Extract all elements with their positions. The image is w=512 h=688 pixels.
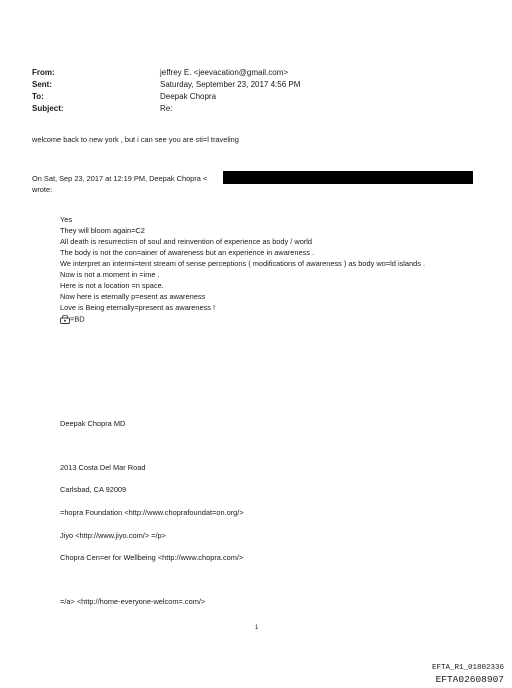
bates-stamp-2: EFTA02608907 [435, 674, 504, 685]
signature-jiyo-link: Jiyo <http://www.jiyo.com/> =/p> [60, 531, 166, 540]
quoted-line: Here is not a location =n space. [60, 281, 164, 290]
page-number: 1 [255, 625, 259, 631]
quoted-line: Yes [60, 215, 73, 224]
to-value: Deepak Chopra [160, 92, 217, 101]
emoji-icon [60, 315, 70, 324]
subject-label: Subject: [32, 104, 64, 113]
quoted-line: Now here is eternally p=esent as awareness [60, 292, 206, 301]
from-label: From: [32, 68, 55, 77]
bates-stamp-1: EFTA_R1_01802336 [431, 664, 504, 672]
sent-label: Sent: [32, 80, 52, 89]
quoted-line: Love is Being eternally=present as awareness ! [60, 303, 216, 312]
signature-center-link: Chopra Cen=er for Wellbeing <http://www.chopra.com/> [60, 553, 244, 562]
signature-home-link: =/a> <http://home-everyone-welcom=.com/> [60, 597, 206, 606]
signature-address1: 2013 Costa Del Mar Road [60, 463, 146, 472]
from-value: jeffrey E. <jeevacation@gmail.com> [160, 68, 289, 77]
subject-value: Re: [160, 104, 173, 113]
quoted-line: All death is resurrecti=n of soul and reinvention of experience as body / world [60, 237, 313, 246]
signoff-text: =BD [70, 314, 85, 324]
to-label: To: [32, 92, 44, 101]
quoted-line: They will bloom again=C2 [60, 226, 145, 235]
reply-text: welcome back to new york , but i can see you are sti=l traveling [32, 135, 239, 144]
signature-foundation-link: =hopra Foundation <http://www.choprafoundat=on.org/> [60, 508, 244, 517]
redaction-bar [223, 171, 473, 184]
quote-header-line1: On Sat, Sep 23, 2017 at 12:19 PM, Deepak Chopra < [32, 174, 208, 183]
sent-value: Saturday, September 23, 2017 4:56 PM [160, 80, 301, 89]
quoted-line: The body is not the con=ainer of awareness but an experience in awareness . [60, 248, 315, 257]
signature-address2: Carlsbad, CA 92009 [60, 485, 127, 494]
quoted-line: We interpret an intermi=tent stream of sense perceptions ( modifications of awareness ) as body wo=ld islands . [60, 259, 426, 268]
signoff-line [60, 315, 85, 324]
quote-header-line2: wrote: [32, 185, 53, 194]
signature-name: Deepak Chopra MD [60, 419, 126, 428]
quoted-line: Now is not a moment in =ime . [60, 270, 160, 279]
